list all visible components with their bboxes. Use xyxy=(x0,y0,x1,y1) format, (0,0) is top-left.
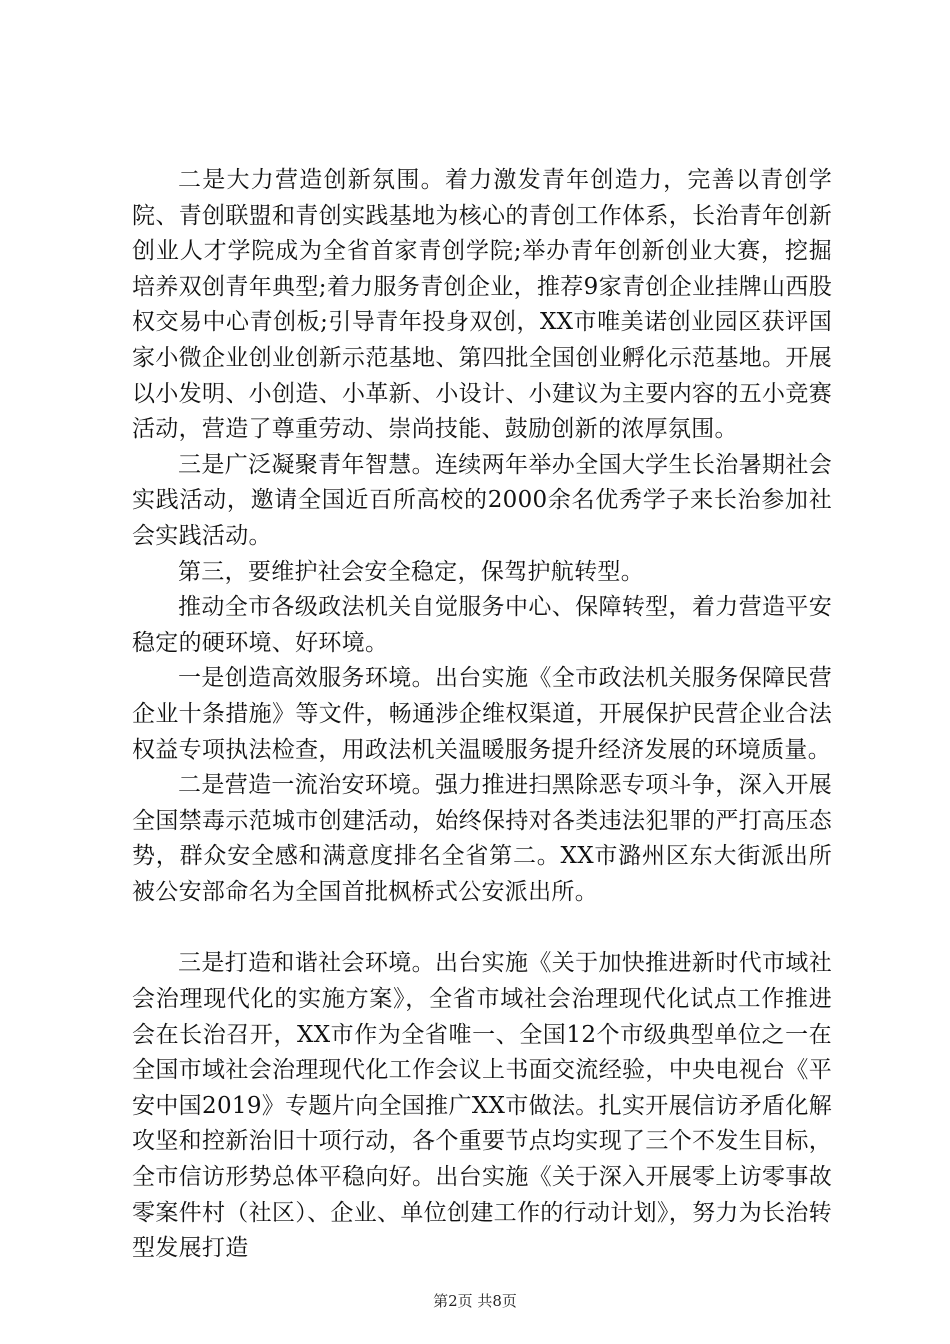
paragraph-harmonious-society: 三是打造和谐社会环境。出台实施《关于加快推进新时代市域社会治理现代化的实施方案》，全省市域社会治理现代化试点工作推进会在长治召开，XX市作为全省唯一、全国12个市级典型单位之一在全国市域社会治理现代化工作会议上书面交流经验，中央电视台《平安中国2019》专题片向全国推广XX市做法。扎实开展信访矛盾化解攻坚和控新治旧十项行动，各个重要节点均实现了三个不发生目标，全市信访形势总体平稳向好。出台实施《关于深入开展零上访零事故零案件村（社区）、企业、单位创建工作的行动计划》，努力为长治转型发展打造 xyxy=(132,950,832,1262)
paragraph-political-legal-organs: 推动全市各级政法机关自觉服务中心、保障转型，着力营造平安稳定的硬环境、好环境。 xyxy=(132,594,832,656)
paragraph-section-heading-third: 第三，要维护社会安全稳定，保驾护航转型。 xyxy=(178,558,644,585)
paragraph-spacer xyxy=(132,910,832,946)
paragraph-innovation-atmosphere: 二是大力营造创新氛围。着力激发青年创造力，完善以青创学院、青创联盟和青创实践基地为核心的青创工作体系，长治青年创新创业人才学院成为全省首家青创学院;举办青年创新创业大赛，挖掘培养双创青年典型;着力服务青创企业，推荐9家青创企业挂牌山西股权交易中心青创板;引导青年投身双创，XX市唯美诺创业园区获评国家小微企业创业创新示范基地、第四批全国创业孵化示范基地。开展以小发明、小创造、小革新、小设计、小建议为主要内容的五小竞赛活动，营造了尊重劳动、崇尚技能、鼓励创新的浓厚氛围。 xyxy=(132,167,832,443)
paragraph-youth-wisdom: 三是广泛凝聚青年智慧。连续两年举办全国大学生长治暑期社会实践活动，邀请全国近百所高校的2000余名优秀学子来长治参加社会实践活动。 xyxy=(132,451,832,549)
page-footer xyxy=(0,1290,950,1311)
document-body xyxy=(132,163,832,1267)
paragraph-service-environment: 一是创造高效服务环境。出台实施《全市政法机关服务保障民营企业十条措施》等文件，畅通涉企维权渠道，开展保护民营企业合法权益专项执法检查，用政法机关温暖服务提升经济发展的环境质量。 xyxy=(132,665,832,763)
page-number-label: 第2页 共8页 xyxy=(433,1292,517,1310)
paragraph-public-security-environment: 二是营造一流治安环境。强力推进扫黑除恶专项斗争，深入开展全国禁毒示范城市创建活动，始终保持对各类违法犯罪的严打高压态势，群众安全感和满意度排名全省第二。XX市潞州区东大街派出所被公安部命名为全国首批枫桥式公安派出所。 xyxy=(132,772,832,905)
